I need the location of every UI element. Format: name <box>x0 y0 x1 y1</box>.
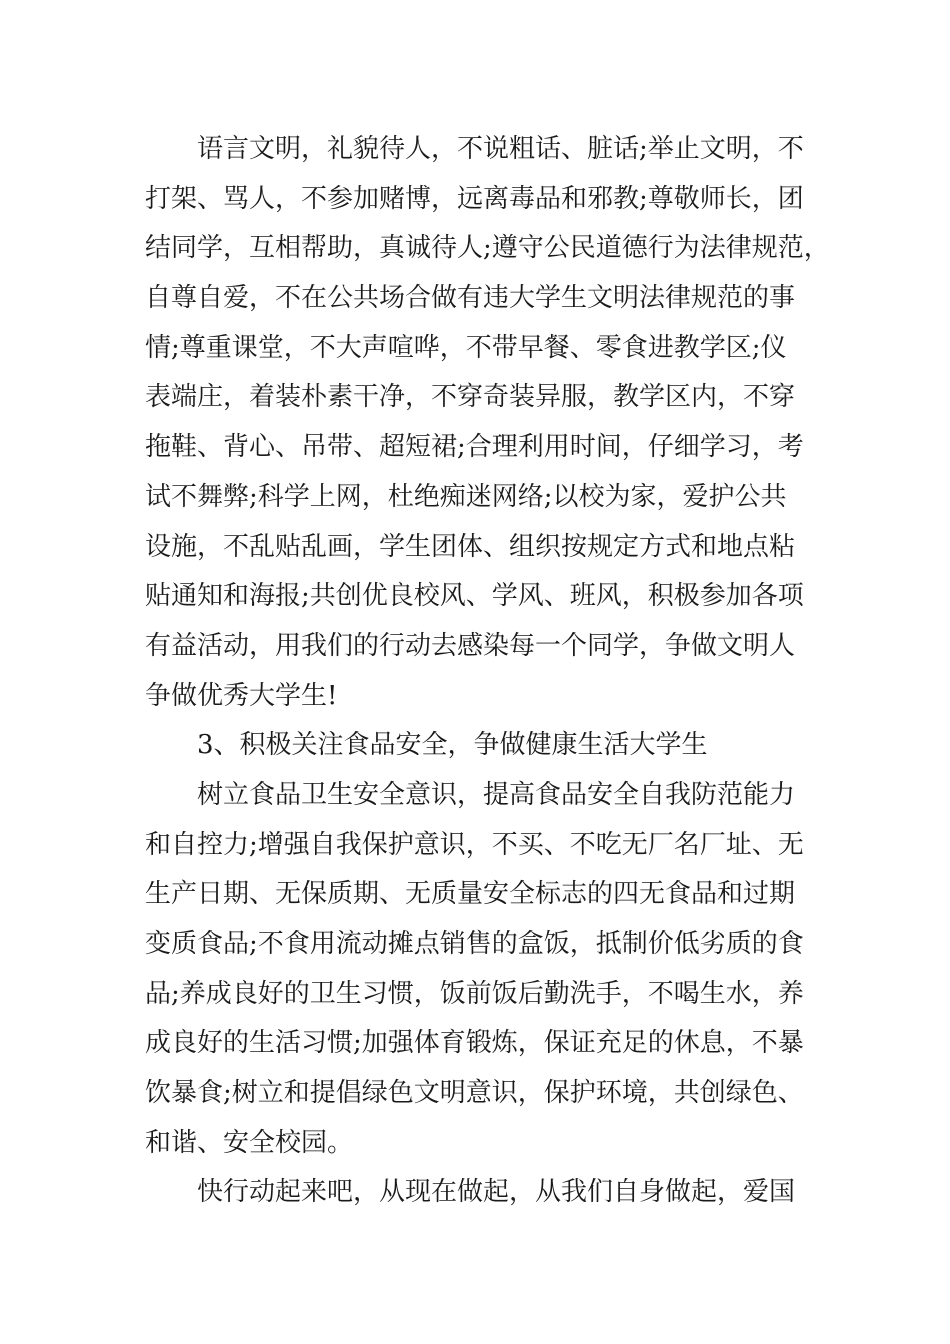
paragraph-line: 贴通知和海报;共创优良校风、学风、班风，积极参加各项 <box>145 581 804 612</box>
paragraph-line: 设施，不乱贴乱画，学生团体、组织按规定方式和地点粘 <box>145 531 796 562</box>
paragraph-line: 变质食品;不食用流动摊点销售的盒饭，抵制价低劣质的食 <box>145 929 804 959</box>
paragraph-line: 情;尊重课堂，不大声喧哗，不带早餐、零食进教学区;仪 <box>145 332 787 363</box>
paragraph-line: 争做优秀大学生! <box>145 680 338 711</box>
paragraph-line: 打架、骂人，不参加赌博，远离毒品和邪教;尊敬师长，团 <box>145 183 804 214</box>
paragraph-line: 表端庄，着装朴素干净，不穿奇装异服，教学区内，不穿 <box>145 382 796 413</box>
paragraph-line: 有益活动，用我们的行动去感染每一个同学，争做文明人 <box>145 630 796 661</box>
paragraph-line: 自尊自爱，不在公共场合做有违大学生文明法律规范的事 <box>145 283 796 314</box>
paragraph-line: 饮暴食;树立和提倡绿色文明意识，保护环境，共创绿色、 <box>145 1078 804 1109</box>
paragraph-line: 和自控力;增强自我保护意识，不买、不吃无厂名厂址、无 <box>145 829 804 860</box>
paragraph-line: 和谐、安全校园。 <box>145 1127 354 1158</box>
paragraph-line: 试不舞弊;科学上网，杜绝痴迷网络;以校为家，爱护公共 <box>145 481 787 512</box>
paragraph-line: 生产日期、无保质期、无质量安全标志的四无食品和过期 <box>145 879 796 910</box>
paragraph-line: 树立食品卫生安全意识，提高食品安全自我防范能力 <box>197 779 796 810</box>
paragraph-line: 拖鞋、背心、吊带、超短裙;合理利用时间，仔细学习，考 <box>145 432 804 463</box>
paragraph-line: 快行动起来吧，从现在做起，从我们自身做起，爱国 <box>197 1177 796 1208</box>
paragraph-civility <box>145 125 830 1218</box>
paragraph-line: 语言文明，礼貌待人，不说粗话、脏话;举止文明，不 <box>197 134 804 164</box>
paragraph-line: 品;养成良好的卫生习惯，饭前饭后勤洗手，不喝生水，养 <box>145 978 804 1009</box>
paragraph-line: 结同学，互相帮助，真诚待人;遵守公民道德行为法律规范， <box>145 233 830 264</box>
paragraph-line: 成良好的生活习惯;加强体育锻炼，保证充足的休息，不暴 <box>145 1028 804 1059</box>
section-heading: 3、积极关注食品安全，争做健康生活大学生 <box>197 730 708 761</box>
